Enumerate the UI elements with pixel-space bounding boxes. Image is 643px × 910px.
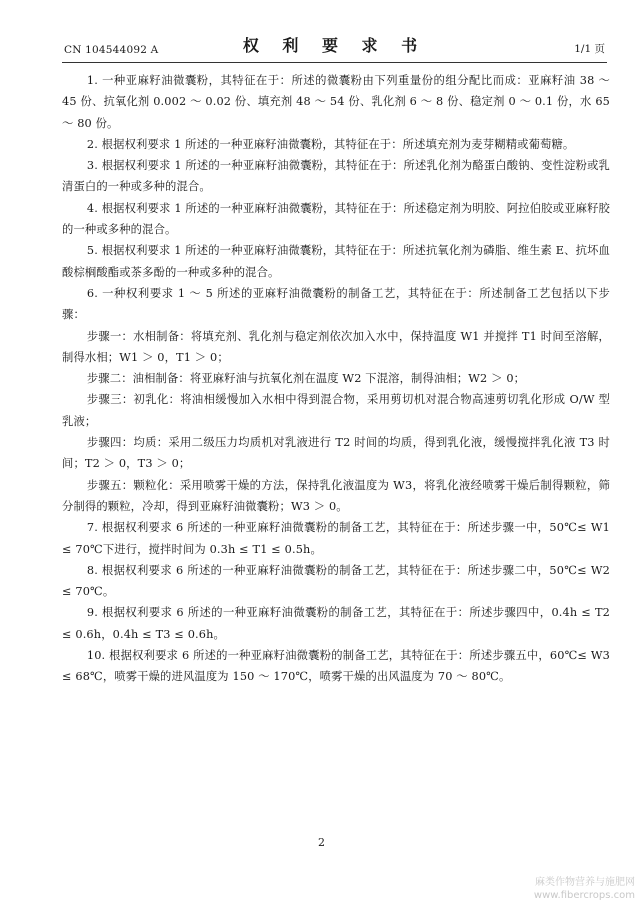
watermark-title: 麻类作物营养与施肥网: [535, 877, 635, 888]
page-number: 2: [318, 836, 325, 849]
claim-3: 3. 根据权利要求 1 所述的一种亚麻籽油微囊粉，其特征在于：所述乳化剂为酪蛋白酸钠、变性淀粉或乳清蛋白的一种或多种的混合。: [62, 159, 610, 194]
document-header: [62, 30, 607, 63]
claim-4: 4. 根据权利要求 1 所述的一种亚麻籽油微囊粉，其特征在于：所述稳定剂为明胶、阿拉伯胶或亚麻籽胶的一种或多种的混合。: [62, 201, 610, 237]
document-title: 权 利 要 求 书: [242, 36, 427, 55]
claim-9: 9. 根据权利要求 6 所述的一种亚麻籽油微囊粉的制备工艺，其特征在于：所述步骤四中，0.4h ≤ T2 ≤ 0.6h，0.4h ≤ T3 ≤ 0.6h。: [62, 606, 610, 641]
claim-6-step-2: 步骤二：油相制备：将亚麻籽油与抗氧化剂在温度 W2 下混溶，制得油相；W2 ＞ 0；: [86, 372, 526, 386]
claim-8: 8. 根据权利要求 6 所述的一种亚麻籽油微囊粉的制备工艺，其特征在于：所述步骤二中，50℃≤ W2 ≤ 70℃。: [62, 563, 610, 599]
claims-body: [62, 70, 610, 688]
claim-6-step-3: 步骤三：初乳化：将油相缓慢加入水相中得到混合物，采用剪切机对混合物高速剪切乳化形成 O/W 型乳液；: [62, 393, 610, 428]
claim-6: 6. 一种权利要求 1 ～ 5 所述的亚麻籽油微囊粉的制备工艺，其特征在于：所述制备工艺包括以下步骤：: [62, 286, 610, 322]
publication-number: CN 104544092 A: [64, 44, 159, 56]
claim-5: 5. 根据权利要求 1 所述的一种亚麻籽油微囊粉，其特征在于：所述抗氧化剂为磷脂、维生素 E、抗坏血酸棕榈酸酯或茶多酚的一种或多种的混合。: [62, 244, 610, 279]
claim-6-step-5: 步骤五：颗粒化：采用喷雾干燥的方法，保持乳化液温度为 W3，将乳化液经喷雾干燥后制得颗粒，筛分制得的颗粒，冷却，得到亚麻籽油微囊粉；W3 ＞ 0。: [62, 478, 610, 513]
watermark-url: www.fibercrops.com: [533, 890, 635, 901]
page-indicator: 1/1 页: [574, 43, 605, 55]
site-watermark: [534, 876, 635, 902]
claim-1: 1. 一种亚麻籽油微囊粉，其特征在于：所述的微囊粉由下列重量份的组分配比而成：亚麻籽油 38 ～ 45 份、抗氧化剂 0.002 ～ 0.02 份、填充剂 48 ～ 54 份、乳化剂 6 ～ 8 份、稳定剂 0 ～ 0.1 份，水 65 ～ 80 份。: [62, 74, 610, 130]
claim-10: 10. 根据权利要求 6 所述的一种亚麻籽油微囊粉的制备工艺，其特征在于：所述步骤五中，60℃≤ W3 ≤ 68℃，喷雾干燥的进风温度为 150 ～ 170℃，喷雾干燥的出风温度为 70 ～ 80℃。: [62, 649, 610, 684]
claim-2: 2. 根据权利要求 1 所述的一种亚麻籽油微囊粉，其特征在于：所述填充剂为麦芽糊精或葡萄糖。: [86, 137, 575, 151]
claim-7: 7. 根据权利要求 6 所述的一种亚麻籽油微囊粉的制备工艺，其特征在于：所述步骤一中，50℃≤ W1 ≤ 70℃下进行，搅拌时间为 0.3h ≤ T1 ≤ 0.5h。: [62, 521, 610, 556]
claim-6-step-1: 步骤一：水相制备：将填充剂、乳化剂与稳定剂依次加入水中，保持温度 W1 并搅拌 T1 时间至溶解，制得水相；W1 ＞ 0，T1 ＞ 0；: [62, 329, 610, 364]
claim-6-step-4: 步骤四：均质：采用二级压力均质机对乳液进行 T2 时间的均质，得到乳化液，缓慢搅拌乳化液 T3 时间；T2 ＞ 0，T3 ＞ 0；: [62, 436, 610, 471]
